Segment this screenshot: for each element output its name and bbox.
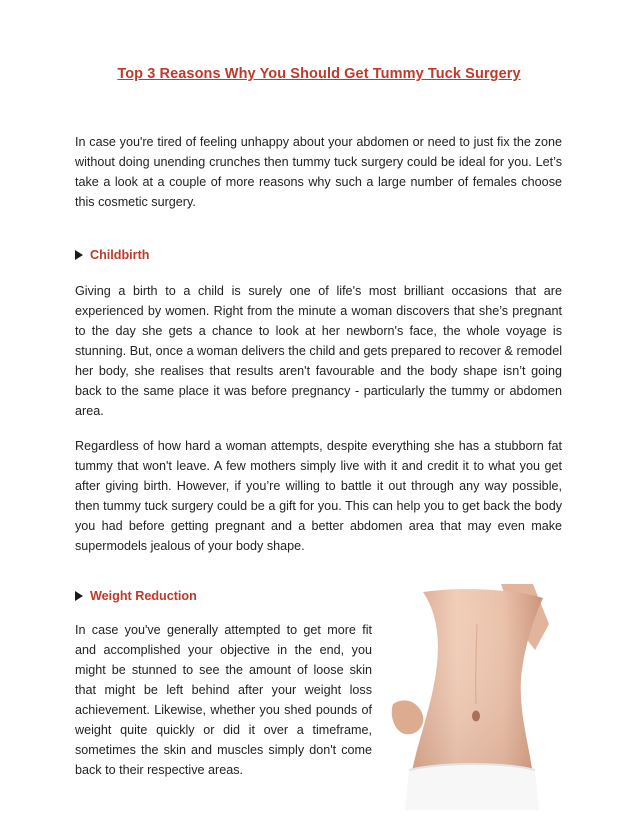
- section-heading-weight-reduction: [75, 589, 197, 603]
- abdomen-illustration: [383, 584, 570, 810]
- intro-paragraph: In case you're tired of feeling unhappy about your abdomen or need to just fix the zone without doing unending crunches then tummy tuck surgery could be ideal for you. Let’s take a look at a couple of more reasons why such a large number of females choose this cosmetic surgery.: [75, 135, 562, 209]
- arrow-bullet-icon: [75, 591, 83, 601]
- arrow-bullet-icon: [75, 250, 83, 260]
- abdomen-photo: [383, 584, 570, 810]
- section-heading-childbirth: [75, 248, 149, 262]
- childbirth-paragraph-2: Regardless of how hard a woman attempts, despite everything she has a stubborn fat tummy that won't leave. A few mothers simply live with it and credit it to what you get after giving birth. However, if you’re willing to battle it out through any way possible, then tummy tuck surgery could be a gift for you. This can help you to get back the body you had before getting pregnant and a better abdomen area that may even make supermodels jealous of your body shape.: [75, 439, 562, 553]
- childbirth-paragraph-1: Giving a birth to a child is surely one of life's most brilliant occasions that are experienced by women. Right from the minute a woman discovers that she’s pregnant to the day she gets a chance to look at her newborn's face, the whole voyage is stunning. But, once a woman delivers the child and gets prepared to recover & remodel her body, she realises that results aren't favourable and the body shape isn’t going back to the same place it was before pregnancy - particularly the tummy or abdomen area.: [75, 284, 562, 418]
- page-title: Top 3 Reasons Why You Should Get Tummy Tuck Surgery: [117, 66, 521, 82]
- section-heading-label: Childbirth: [90, 248, 150, 262]
- weight-reduction-paragraph: In case you've generally attempted to get more fit and accomplished your objective in the end, you might be stunned to see the amount of loose skin that might be left behind after your weight loss achievement. Likewise, whether you shed pounds of weight quite quickly or did it over a timeframe, sometimes the skin and muscles simply don't come back to their respective areas.: [75, 623, 372, 777]
- section-heading-label: Weight Reduction: [90, 589, 197, 603]
